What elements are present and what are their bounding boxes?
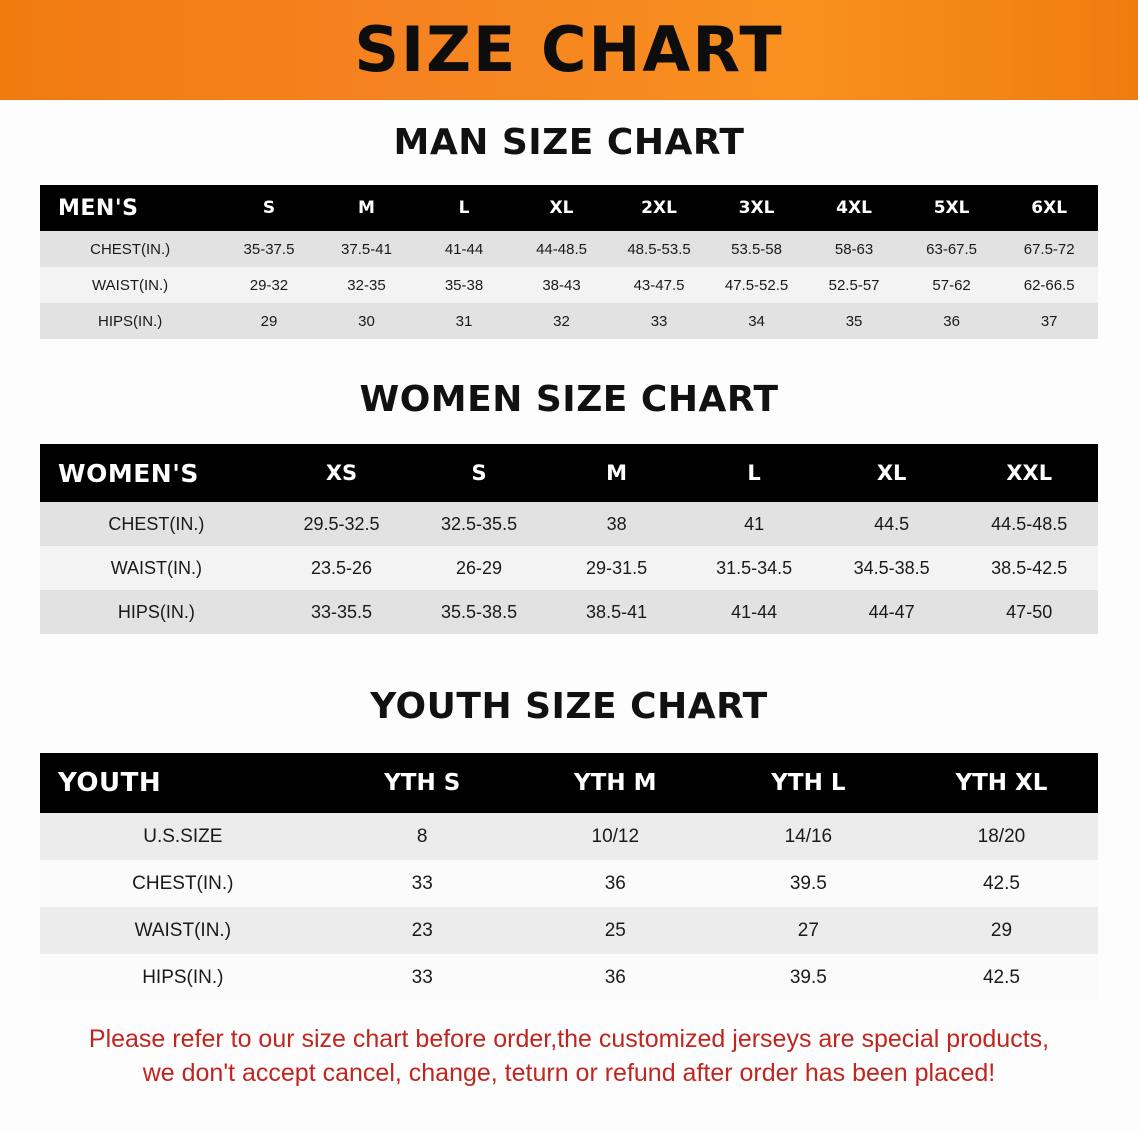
man-cell: 36: [903, 303, 1001, 339]
man-cell: 29-32: [220, 267, 318, 303]
youth-cell: 23: [326, 907, 519, 954]
man-col-header: M: [318, 185, 416, 231]
youth-col-header: YTH XL: [905, 753, 1098, 813]
table-row: [40, 813, 1098, 860]
women-cell: 44.5: [823, 502, 961, 546]
youth-cell: 18/20: [905, 813, 1098, 860]
man-col-header: 4XL: [805, 185, 903, 231]
man-cell: 34: [708, 303, 806, 339]
man-row-label: CHEST(IN.): [40, 231, 220, 267]
man-size-table: [40, 185, 1098, 339]
man-col-header: XL: [513, 185, 611, 231]
youth-col-header: YTH L: [712, 753, 905, 813]
women-col-header: XS: [273, 444, 411, 502]
youth-section-heading: YOUTH SIZE CHART: [370, 686, 768, 727]
table-header-row: [40, 753, 1098, 813]
man-cell: 30: [318, 303, 416, 339]
man-col-header: S: [220, 185, 318, 231]
table-row: [40, 267, 1098, 303]
women-col-header: XXL: [960, 444, 1098, 502]
man-cell: 37.5-41: [318, 231, 416, 267]
youth-cell: 36: [519, 860, 712, 907]
youth-row-label: WAIST(IN.): [40, 907, 326, 954]
table-header-row: [40, 185, 1098, 231]
youth-cell: 42.5: [905, 954, 1098, 1001]
man-cell: 35-37.5: [220, 231, 318, 267]
man-cell: 47.5-52.5: [708, 267, 806, 303]
women-cell: 23.5-26: [273, 546, 411, 590]
man-cell: 33: [610, 303, 708, 339]
man-cell: 32-35: [318, 267, 416, 303]
women-cell: 41-44: [685, 590, 823, 634]
man-cell: 52.5-57: [805, 267, 903, 303]
women-cell: 35.5-38.5: [410, 590, 548, 634]
women-cell: 41: [685, 502, 823, 546]
man-cell: 44-48.5: [513, 231, 611, 267]
man-col-header: L: [415, 185, 513, 231]
youth-cell: 39.5: [712, 860, 905, 907]
women-row-label: CHEST(IN.): [40, 502, 273, 546]
youth-cell: 36: [519, 954, 712, 1001]
women-cell: 31.5-34.5: [685, 546, 823, 590]
page-title: SIZE CHART: [354, 13, 784, 86]
women-table-wrap: [40, 444, 1098, 634]
women-col-header: XL: [823, 444, 961, 502]
youth-cell: 27: [712, 907, 905, 954]
youth-row-label: CHEST(IN.): [40, 860, 326, 907]
women-col-header: S: [410, 444, 548, 502]
table-row: [40, 954, 1098, 1001]
man-cell: 35: [805, 303, 903, 339]
banner: [0, 0, 1138, 100]
women-section-heading: WOMEN SIZE CHART: [359, 379, 779, 420]
youth-cell: 42.5: [905, 860, 1098, 907]
table-row: [40, 546, 1098, 590]
women-cell: 38.5-42.5: [960, 546, 1098, 590]
women-cell: 32.5-35.5: [410, 502, 548, 546]
youth-col-header: YTH M: [519, 753, 712, 813]
man-cell: 43-47.5: [610, 267, 708, 303]
women-col-header: M: [548, 444, 686, 502]
man-row-label: HIPS(IN.): [40, 303, 220, 339]
man-cell: 53.5-58: [708, 231, 806, 267]
women-row-label: HIPS(IN.): [40, 590, 273, 634]
man-cell: 31: [415, 303, 513, 339]
man-cell: 38-43: [513, 267, 611, 303]
man-cell: 48.5-53.5: [610, 231, 708, 267]
table-header-row: [40, 444, 1098, 502]
youth-row-label: HIPS(IN.): [40, 954, 326, 1001]
women-cell: 38.5-41: [548, 590, 686, 634]
man-section-heading: MAN SIZE CHART: [393, 122, 745, 163]
man-cell: 67.5-72: [1000, 231, 1098, 267]
women-cell: 29-31.5: [548, 546, 686, 590]
youth-col-header: YTH S: [326, 753, 519, 813]
youth-cell: 33: [326, 954, 519, 1001]
policy-note-line-2: we don't accept cancel, change, teturn or refund after order has been placed!: [142, 1058, 996, 1087]
women-cell: 29.5-32.5: [273, 502, 411, 546]
women-size-table: [40, 444, 1098, 634]
table-row: [40, 590, 1098, 634]
man-cell: 63-67.5: [903, 231, 1001, 267]
man-cell: 41-44: [415, 231, 513, 267]
youth-cell: 29: [905, 907, 1098, 954]
man-row-label: WAIST(IN.): [40, 267, 220, 303]
women-corner-label: WOMEN'S: [40, 444, 273, 502]
table-row: [40, 907, 1098, 954]
women-cell: 47-50: [960, 590, 1098, 634]
man-cell: 32: [513, 303, 611, 339]
policy-note-line-1: Please refer to our size chart before order,the customized jerseys are special products,: [88, 1025, 1050, 1053]
youth-corner-label: YOUTH: [40, 753, 326, 813]
women-cell: 33-35.5: [273, 590, 411, 634]
youth-row-label: U.S.SIZE: [40, 813, 326, 860]
women-cell: 38: [548, 502, 686, 546]
man-cell: 62-66.5: [1000, 267, 1098, 303]
man-col-header: 2XL: [610, 185, 708, 231]
man-col-header: 3XL: [708, 185, 806, 231]
women-row-label: WAIST(IN.): [40, 546, 273, 590]
man-cell: 35-38: [415, 267, 513, 303]
youth-table-wrap: [40, 753, 1098, 1001]
policy-note: [34, 1023, 1104, 1091]
man-cell: 37: [1000, 303, 1098, 339]
table-row: [40, 231, 1098, 267]
youth-cell: 33: [326, 860, 519, 907]
man-table-wrap: [40, 185, 1098, 339]
man-col-header: 5XL: [903, 185, 1001, 231]
youth-cell: 14/16: [712, 813, 905, 860]
women-cell: 34.5-38.5: [823, 546, 961, 590]
man-corner-label: MEN'S: [40, 185, 220, 231]
women-cell: 26-29: [410, 546, 548, 590]
man-cell: 29: [220, 303, 318, 339]
youth-cell: 25: [519, 907, 712, 954]
youth-cell: 8: [326, 813, 519, 860]
women-cell: 44.5-48.5: [960, 502, 1098, 546]
table-row: [40, 860, 1098, 907]
table-row: [40, 502, 1098, 546]
youth-cell: 39.5: [712, 954, 905, 1001]
women-col-header: L: [685, 444, 823, 502]
women-cell: 44-47: [823, 590, 961, 634]
man-cell: 58-63: [805, 231, 903, 267]
man-col-header: 6XL: [1000, 185, 1098, 231]
youth-cell: 10/12: [519, 813, 712, 860]
youth-size-table: [40, 753, 1098, 1001]
table-row: [40, 303, 1098, 339]
man-cell: 57-62: [903, 267, 1001, 303]
